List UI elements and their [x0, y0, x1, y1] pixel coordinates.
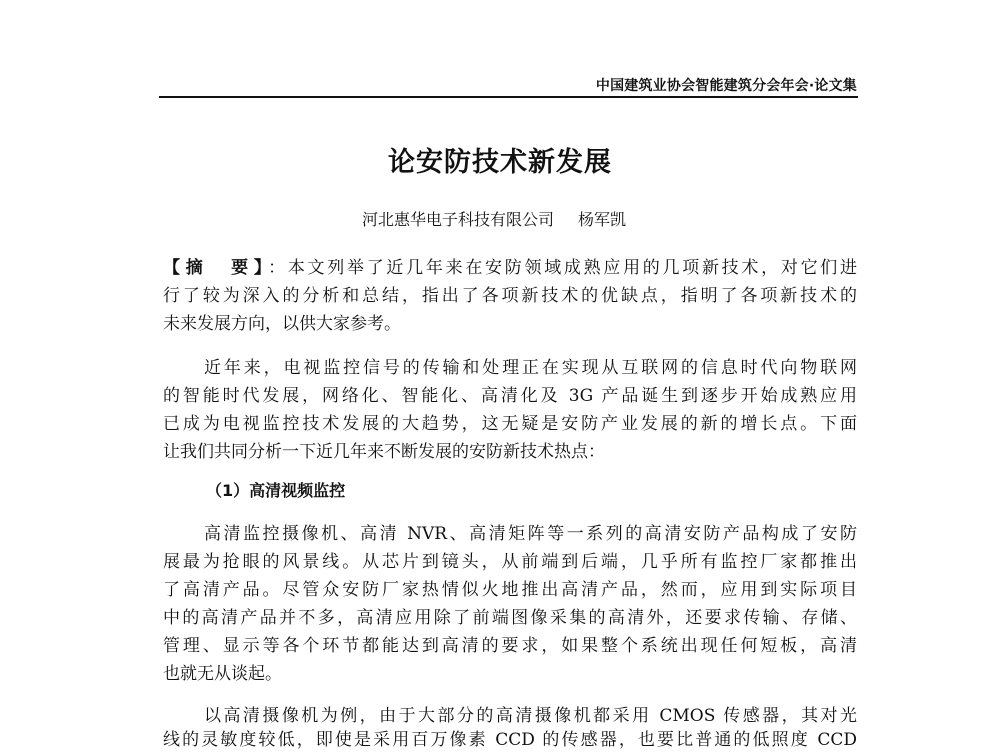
body-line: 高清监控摄像机、高清 NVR、高清矩阵等一系列的高清安防产品构成了安防: [204, 524, 857, 544]
author-organization: 河北惠华电子科技有限公司: [362, 210, 555, 229]
body-line: 了高清产品。尽管众安防厂家热情似火地推出高清产品，然而，应用到实际项目: [163, 580, 857, 600]
abstract-line: [163, 256, 857, 280]
byline: [362, 207, 626, 230]
body-line: 也就无从谈起。: [163, 664, 282, 684]
abstract-line: 未来发展方向，以供大家参考。: [163, 314, 401, 334]
body-line: 中的高清产品并不多，高清应用除了前端图像采集的高清外，还要求传输、存储、: [163, 608, 857, 628]
body-line: 让我们共同分析一下近几年来不断发展的安防新技术热点：: [163, 442, 605, 462]
body-line: 线的灵敏度较低，即使是采用百万像素 CCD 的传感器，也要比普通的低照度 CCD: [163, 730, 857, 750]
body-line: 的智能时代发展，网络化、智能化、高清化及 3G 产品诞生到逐步开始成熟应用: [163, 386, 857, 406]
section-heading: （1）高清视频监控: [206, 481, 346, 500]
body-line: 展最为抢眼的风景线。从芯片到镜头，从前端到后端，几乎所有监控厂家都推出: [163, 552, 857, 572]
abstract-label: 【摘 要】: [163, 258, 269, 278]
body-line: 以高清摄像机为例，由于大部分的高清摄像机都采用 CMOS 传感器，其对光: [204, 706, 857, 726]
author-name: 杨军凯: [578, 210, 627, 229]
body-line: 已成为电视监控技术发展的大趋势，这无疑是安防产业发展的新的增长点。下面: [163, 414, 857, 434]
abstract-text: ：本文列举了近几年来在安防领域成熟应用的几项新技术，对它们进: [268, 258, 858, 278]
running-head: 中国建筑业协会智能建筑分会年会·论文集: [595, 78, 857, 94]
body-line: 近年来，电视监控信号的传输和处理正在实现从互联网的信息时代向物联网: [204, 358, 857, 378]
abstract-line: 行了较为深入的分析和总结，指出了各项新技术的优缺点，指明了各项新技术的: [163, 286, 857, 306]
header-rule: [159, 96, 858, 98]
body-line: 管理、显示等各个环节都能达到高清的要求，如果整个系统出现任何短板，高清: [163, 636, 857, 656]
paper-title: 论安防技术新发展: [388, 147, 612, 178]
